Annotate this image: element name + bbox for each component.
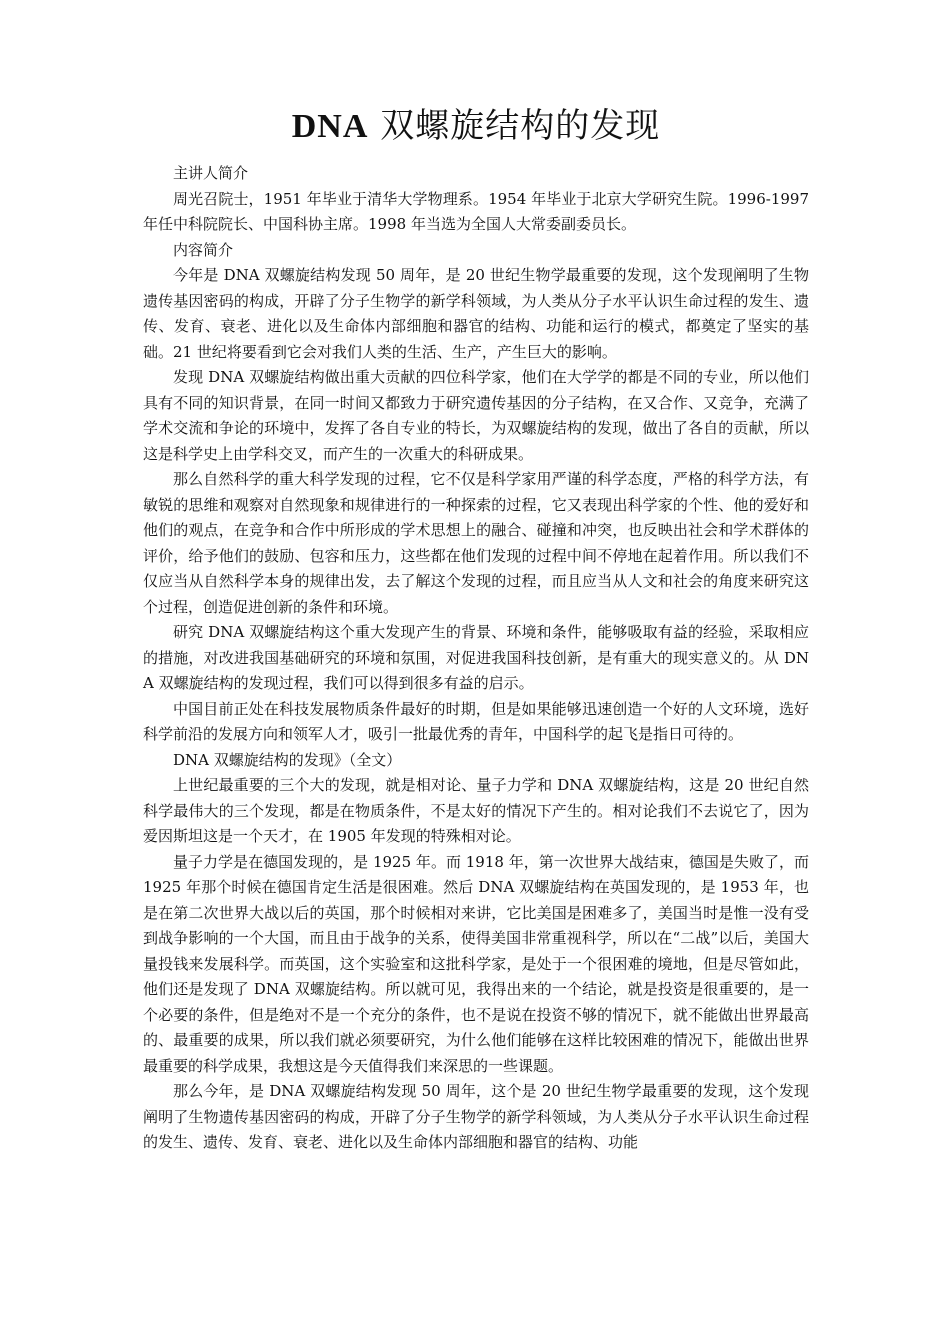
paragraph: 那么今年，是 DNA 双螺旋结构发现 50 周年，这个是 20 世纪生物学最重要的发现，这个发现阐明了生物遗传基因密码的构成，开辟了分子生物学的新学科领域，为人类从分子水平认识生命过程的发生、遗传、发育、衰老、进化以及生命体内部细胞和器官的结构、功能 bbox=[143, 1082, 809, 1151]
section-heading: 主讲人简介 bbox=[173, 164, 249, 182]
paragraph: 今年是 DNA 双螺旋结构发现 50 周年，是 20 世纪生物学最重要的发现，这个发现阐明了生物遗传基因密码的构成，开辟了分子生物学的新学科领域，为人类从分子水平认识生命过程的发生、遗传、发育、衰老、进化以及生命体内部细胞和器官的结构、功能和运行的模式，都奠定了坚实的基础。21 世纪将要看到它会对我们人类的生活、生产，产生巨大的影响。 bbox=[143, 266, 809, 361]
paragraph: 研究 DNA 双螺旋结构这个重大发现产生的背景、环境和条件，能够吸取有益的经验，采取相应的措施，对改进我国基础研究的环境和氛围，对促进我国科技创新，是有重大的现实意义的。从 DNA 双螺旋结构的发现过程，我们可以得到很多有益的启示。 bbox=[143, 623, 809, 692]
paragraph: 量子力学是在德国发现的，是 1925 年。而 1918 年，第一次世界大战结束，德国是失败了，而 1925 年那个时候在德国肯定生活是很困难。然后 DNA 双螺旋结构在英国发现的，是 1953 年，也是在第二次世界大战以后的英国，那个时候相对来讲，它比美国是困难多了，美国当时是惟一没有受到战争影响的一个大国，而且由于战争的关系，使得美国非常重视科学，所以在“二战”以后，美国大量投钱来发展科学。而英国，这个实验室和这批科学家，是处于一个很困难的境地，但是尽管如此，他们还是发现了 DNA 双螺旋结构。所以就可见，我得出来的一个结论，就是投资是很重要的，是一个必要的条件，但是绝对不是一个充分的条件，也不是说在投资不够的情况下，就不能做出世界最高的、最重要的成果，所以我们就必须要研究，为什么他们能够在这样比较困难的情况下，能做出世界最重要的科学成果，我想这是今天值得我们来深思的一些课题。 bbox=[143, 852, 809, 1075]
document-page bbox=[143, 98, 809, 1156]
document-body bbox=[143, 161, 809, 1156]
section-heading: DNA 双螺旋结构的发现》（全文） bbox=[173, 750, 402, 769]
title-rest: 双螺旋结构的发现 bbox=[368, 106, 661, 146]
paragraph: 那么自然科学的重大科学发现的过程，它不仅是科学家用严谨的科学态度，严格的科学方法，有敏锐的思维和观察对自然现象和规律进行的一种探索的过程，它又表现出科学家的个性、他的爱好和他们的观点，在竞争和合作中所形成的学术思想上的融合、碰撞和冲突，也反映出社会和学术群体的评价，给予他们的鼓励、包容和压力，这些都在他们发现的过程中间不停地在起着作用。所以我们不仅应当从自然科学本身的规律出发，去了解这个发现的过程，而且应当从人文和社会的角度来研究这个过程，创造促进创新的条件和环境。 bbox=[143, 470, 809, 616]
paragraph: 上世纪最重要的三个大的发现，就是相对论、量子力学和 DNA 双螺旋结构，这是 20 世纪自然科学最伟大的三个发现，都是在物质条件，不是太好的情况下产生的。相对论我们不去说它了，因为爱因斯坦这是一个天才，在 1905 年发现的特殊相对论。 bbox=[143, 776, 809, 845]
paragraph: 发现 DNA 双螺旋结构做出重大贡献的四位科学家，他们在大学学的都是不同的专业，所以他们具有不同的知识背景，在同一时间又都致力于研究遗传基因的分子结构，在又合作、又竞争，充满了学术交流和争论的环境中，发挥了各自专业的特长，为双螺旋结构的发现，做出了各自的贡献，所以这是科学史上由学科交叉，而产生的一次重大的科研成果。 bbox=[143, 368, 809, 463]
document-title bbox=[143, 98, 809, 155]
paragraph: 周光召院士，1951 年毕业于清华大学物理系。1954 年毕业于北京大学研究生院。1996-1997 年任中科院院长、中国科协主席。1998 年当选为全国人大常委副委员长。 bbox=[143, 189, 809, 233]
paragraph: 中国目前正处在科技发展物质条件最好的时期，但是如果能够迅速创造一个好的人文环境，选好科学前沿的发展方向和领军人才，吸引一批最优秀的青年，中国科学的起飞是指日可待的。 bbox=[143, 699, 809, 743]
section-heading: 内容简介 bbox=[173, 240, 234, 259]
title-latin: DNA bbox=[291, 108, 369, 145]
